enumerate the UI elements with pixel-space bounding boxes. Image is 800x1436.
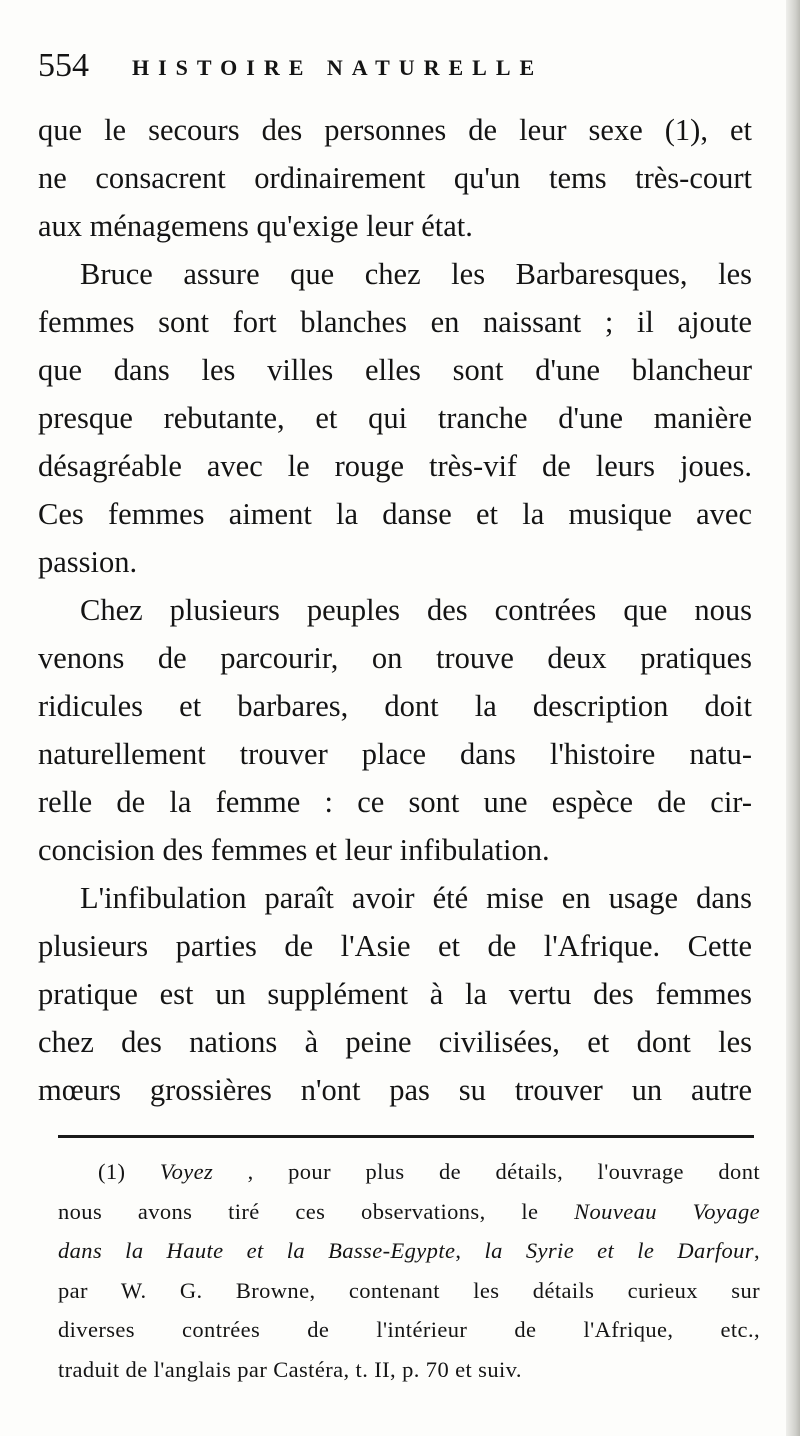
footnote-marker: (1) [98, 1159, 126, 1184]
footnote-line [58, 1152, 760, 1192]
text-line: aux ménagemens qu'exige leur état. [38, 209, 473, 243]
text-line: venons de parcourir, on trouve deux pratiques [38, 641, 752, 675]
text-line: mœurs grossières n'ont pas su trouver un autre [38, 1073, 752, 1107]
text-line: pratique est un supplément à la vertu des femmes [38, 977, 752, 1011]
text-line: Chez plusieurs peuples des contrées que nous [80, 593, 752, 627]
text-line: concision des femmes et leur infibulation. [38, 833, 550, 867]
text-line: ridicules et barbares, dont la description doit [38, 689, 752, 723]
footnote-line: par W. G. Browne, contenant les détails curieux sur [58, 1277, 760, 1303]
footnote-book-title: dans la Haute et la Basse-Egypte [58, 1238, 456, 1263]
footnote-voyez: Voyez [159, 1159, 214, 1184]
page-edge-shadow [786, 0, 800, 1436]
text-line: que le secours des personnes de leur sexe (1), et [38, 113, 752, 147]
footnote-text: , pour plus de détails, l'ouvrage dont [247, 1159, 761, 1184]
text-line: L'infibulation paraît avoir été mise en usage dans [80, 881, 752, 915]
text-line: femmes sont fort blanches en naissant ; il ajoute [38, 305, 752, 339]
text-line: passion. [38, 545, 138, 579]
text-line: ne consacrent ordinairement qu'un tems très-court [38, 161, 752, 195]
footnote-line: traduit de l'anglais par Castéra, t. II, p. 70 et suiv. [58, 1356, 522, 1382]
footnote-book-title: la Syrie et le Darfour [484, 1238, 754, 1263]
text-line: naturellement trouver place dans l'histoire natu- [38, 737, 752, 771]
text-line: presque rebutante, et qui tranche d'une manière [38, 401, 752, 435]
footnote-line [58, 1231, 760, 1271]
text-line: relle de la femme : ce sont une espèce de cir- [38, 785, 752, 819]
footnote [58, 1152, 760, 1389]
footnote-text: , [455, 1238, 485, 1263]
footnote-text: nous avons tiré ces observations, le [58, 1198, 539, 1224]
footnote-separator [58, 1135, 754, 1138]
text-line: plusieurs parties de l'Asie et de l'Afrique. Cette [38, 929, 752, 963]
footnote-text: , [753, 1238, 760, 1263]
text-line: chez des nations à peine civilisées, et dont les [38, 1025, 752, 1059]
footnote-line: diverses contrées de l'intérieur de l'Afrique, etc., [58, 1317, 760, 1342]
running-title: HISTOIRE NATURELLE [132, 55, 544, 80]
page-header [38, 46, 758, 86]
page-number: 554 [38, 47, 89, 84]
text-line: que dans les villes elles sont d'une blancheur [38, 353, 752, 387]
text-line: Bruce assure que chez les Barbaresques, les [80, 257, 752, 291]
footnote-line [58, 1192, 760, 1232]
footnote-book-title: Nouveau Voyage [574, 1198, 760, 1224]
text-line: Ces femmes aiment la danse et la musique avec [38, 497, 752, 531]
text-line: désagréable avec le rouge très-vif de leurs joues. [38, 449, 752, 483]
body-text [38, 106, 752, 1114]
